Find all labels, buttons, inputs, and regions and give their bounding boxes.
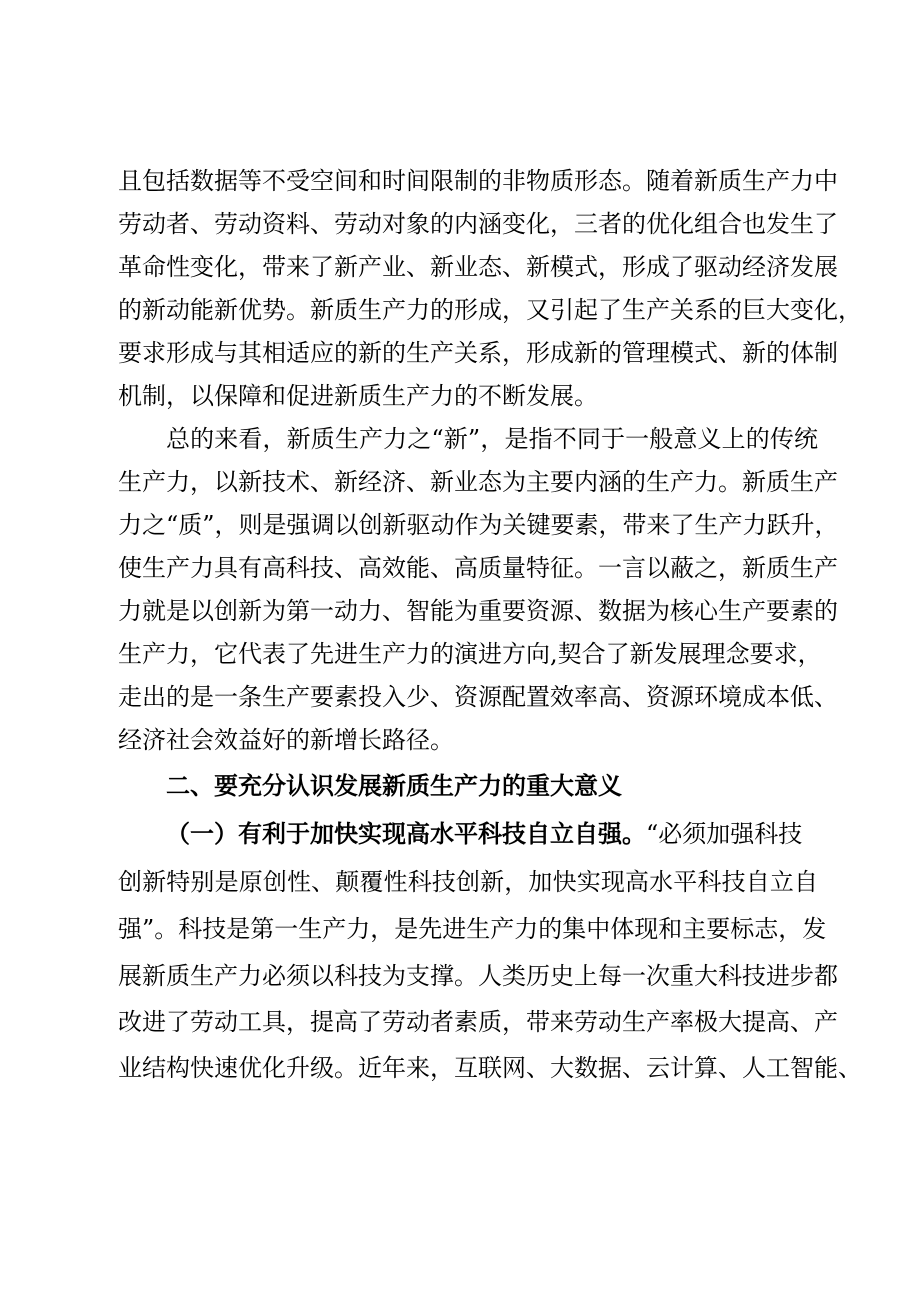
section-heading: 二、要充分认识发展新质生产力的重大意义 [166, 772, 622, 800]
paragraph-1-line-5: 要求形成与其相适应的新的生产关系，形成新的管理模式、新的体制 [118, 339, 838, 367]
paragraph-3-line-3: 强”。科技是第一生产力，是先进生产力的集中体现和主要标志，发 [118, 915, 827, 943]
paragraph-3-line-6: 业结构快速优化升级。近年来，互联网、大数据、云计算、人工智能、 [118, 1054, 862, 1082]
paragraph-2-line-6: 生产力，它代表了先进生产力的演进方向,契合了新发展理念要求， [118, 640, 822, 668]
paragraph-3-line-4: 展新质生产力必须以科技为支撑。人类历史上每一次重大科技进步都 [118, 962, 838, 990]
paragraph-2-line-5: 力就是以创新为第一动力、智能为重要资源、数据为核心生产要素的 [118, 597, 838, 625]
paragraph-3-line-1 [166, 813, 818, 855]
paragraph-2-line-4: 使生产力具有高科技、高效能、高质量特征。一言以蔽之，新质生产 [118, 554, 838, 582]
paragraph-1-line-6: 机制，以保障和促进新质生产力的不断发展。 [118, 382, 598, 410]
paragraph-3-first-line-rest: “必须加强科技 [646, 820, 803, 848]
paragraph-1-line-3: 革命性变化，带来了新产业、新业态、新模式，形成了驱动经济发展 [118, 253, 838, 281]
paragraph-3-line-2: 创新特别是原创性、颠覆性科技创新，加快实现高水平科技自立自 [118, 868, 818, 896]
paragraph-3-bold-lead: （一）有利于加快实现高水平科技自立自强。 [166, 820, 646, 848]
paragraph-2-line-3: 力之“质”，则是强调以创新驱动作为关键要素，带来了生产力跃升， [118, 511, 839, 539]
paragraph-1-line-1: 且包括数据等不受空间和时间限制的非物质形态。随着新质生产力中 [118, 167, 838, 195]
paragraph-2-line-2: 生产力，以新技术、新经济、新业态为主要内涵的生产力。新质生产 [118, 468, 838, 496]
paragraph-2-line-1: 总的来看，新质生产力之“新”，是指不同于一般意义上的传统 [166, 425, 818, 453]
paragraph-2-line-8: 经济社会效益好的新增长路径。 [118, 726, 454, 754]
paragraph-1-line-4: 的新动能新优势。新质生产力的形成，又引起了生产关系的巨大变化， [118, 296, 862, 324]
paragraph-2-line-7: 走出的是一条生产要素投入少、资源配置效率高、资源环境成本低、 [118, 683, 838, 711]
paragraph-3-line-5: 改进了劳动工具，提高了劳动者素质，带来劳动生产率极大提高、产 [118, 1008, 838, 1036]
paragraph-1-line-2: 劳动者、劳动资料、劳动对象的内涵变化，三者的优化组合也发生了 [118, 210, 838, 238]
